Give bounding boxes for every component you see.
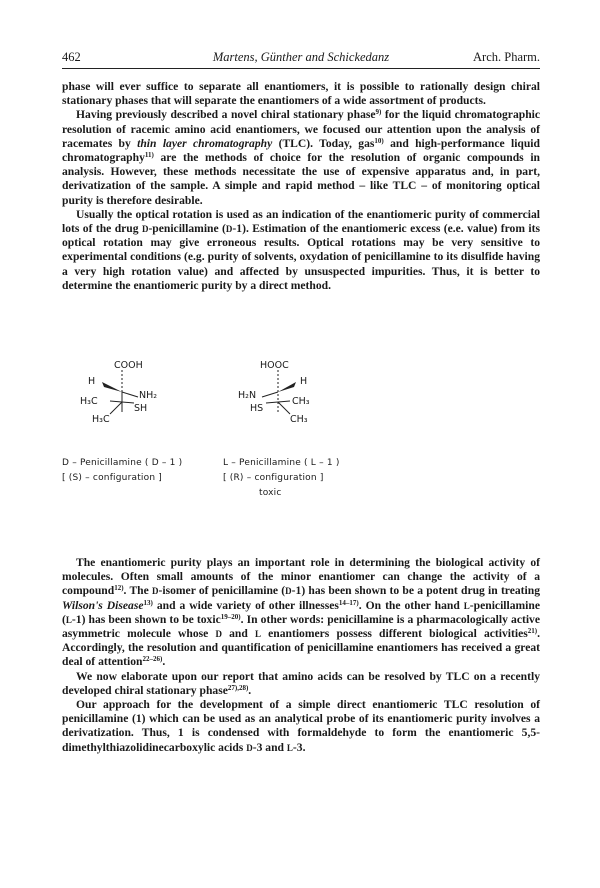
d-caption-configuration: [ (S) – configuration ] bbox=[62, 473, 163, 483]
d-h3c-label-1: H₃C bbox=[80, 396, 98, 407]
page-number: 462 bbox=[62, 50, 81, 64]
paragraph-p1: phase will ever suffice to separate all enantiomers, it is possible to rationally design chiral stationary phases that will separate the enantiomers of a wide assortment of products. bbox=[62, 80, 540, 108]
paragraph-p3: Usually the optical rotation is used as an indication of the enantiomeric purity of commercial lots of the drug D-penicillamine (D-1). Estimation of the enantiomeric excess (e.e. value) from its optical rotation may give erroneous results. Optical rotations may be very sensitive to experimental conditions (e.g. purity of solvents, oxydation of penicillamine to its disulfide having a very high rotation value) and affected by unsuspected impurities. Thus, it is better to determine the enantiomeric purity by a direct method. bbox=[62, 207, 540, 292]
d-caption-name: D – Penicillamine ( D – 1 ) bbox=[62, 458, 183, 468]
text-block-bottom bbox=[62, 556, 540, 755]
l-caption-name: L – Penicillamine ( L – 1 ) bbox=[223, 458, 340, 468]
paragraph-p6: Our approach for the development of a simple direct enantiomeric TLC resolution of penicillamine (1) which can be used as an analytical probe of its enantiomeric purity involves a derivatization. Thus, 1 is condensed with formaldehyde to form the enantiomeric 5,5-dimethylthiazolidinecarboxylic acids D-3 and L-3. bbox=[62, 698, 540, 754]
l-ch3-label-2: CH₃ bbox=[290, 414, 308, 425]
d-cooh-label: COOH bbox=[114, 360, 143, 371]
l-hooc-label: HOOC bbox=[260, 360, 289, 371]
d-penicillamine-structure bbox=[80, 360, 190, 450]
d-penicillamine-caption bbox=[62, 456, 182, 486]
paragraph-p2: Having previously described a novel chiral stationary phase$^{9)}$ for the liquid chromatographic resolution of racemic amino acid enantiomers, we focused our attention upon the analysis of racemates by thin layer chromatography (TLC). Today, gas$^{10)}$ and high-performance liquid chromatography$^{11)}$ are the methods of choice for the resolution of organic compounds in analysis. However, these methods necessitate the use of expensive apparatus and, in part, derivatization of the sample. A simple and rapid method – like TLC – of monitoring optical purity is therefore desirable. bbox=[62, 108, 541, 207]
running-header bbox=[62, 50, 540, 66]
l-caption-toxic: toxic bbox=[259, 488, 282, 498]
l-penicillamine-caption bbox=[223, 456, 340, 501]
header-rule bbox=[62, 68, 540, 69]
paragraph-p5: We now elaborate upon our report that amino acids can be resolved by TLC on a recently developed chiral stationary phase$^{27),28)}$. bbox=[62, 669, 540, 697]
l-ch3-label-1: CH₃ bbox=[292, 396, 310, 407]
d-sh-label: SH bbox=[134, 403, 148, 414]
running-authors: Martens, Günther and Schickedanz bbox=[212, 50, 390, 64]
l-caption-configuration: [ (R) – configuration ] bbox=[223, 473, 324, 483]
d-nh2-label: NH₂ bbox=[139, 390, 158, 401]
l-hs-label: HS bbox=[250, 403, 264, 414]
l-h2n-label: H₂N bbox=[238, 390, 257, 401]
l-penicillamine-structure bbox=[238, 360, 348, 450]
text-block-top bbox=[62, 80, 540, 293]
paragraph-p4: The enantiomeric purity plays an important role in determining the biological activity of molecules. Often small amounts of the minor enantiomer can change the activity of a compound$^{12)}$. The D-isomer of penicillamine (D-1) has been shown to be a potent drug in treating Wilson's Disease$^{13)}$ and a wide variety of other illnesses$^{14-17)}$. On the other hand L-penicillamine (L-1) has been shown to be toxic$^{19-20)}$. In other words: penicillamine is a pharmacologically active asymmetric molecule whose D and L enantiomers possess different biological activities$^{21)}$. Accordingly, the resolution and quantification of penicillamine enantiomers has received a great deal of attention$^{22-26)}$. bbox=[62, 556, 541, 669]
journal-name: Arch. Pharm. bbox=[473, 50, 540, 64]
d-h-label: H bbox=[88, 376, 96, 387]
l-h-label: H bbox=[300, 376, 308, 387]
d-h3c-label-2: H₃C bbox=[92, 414, 110, 425]
